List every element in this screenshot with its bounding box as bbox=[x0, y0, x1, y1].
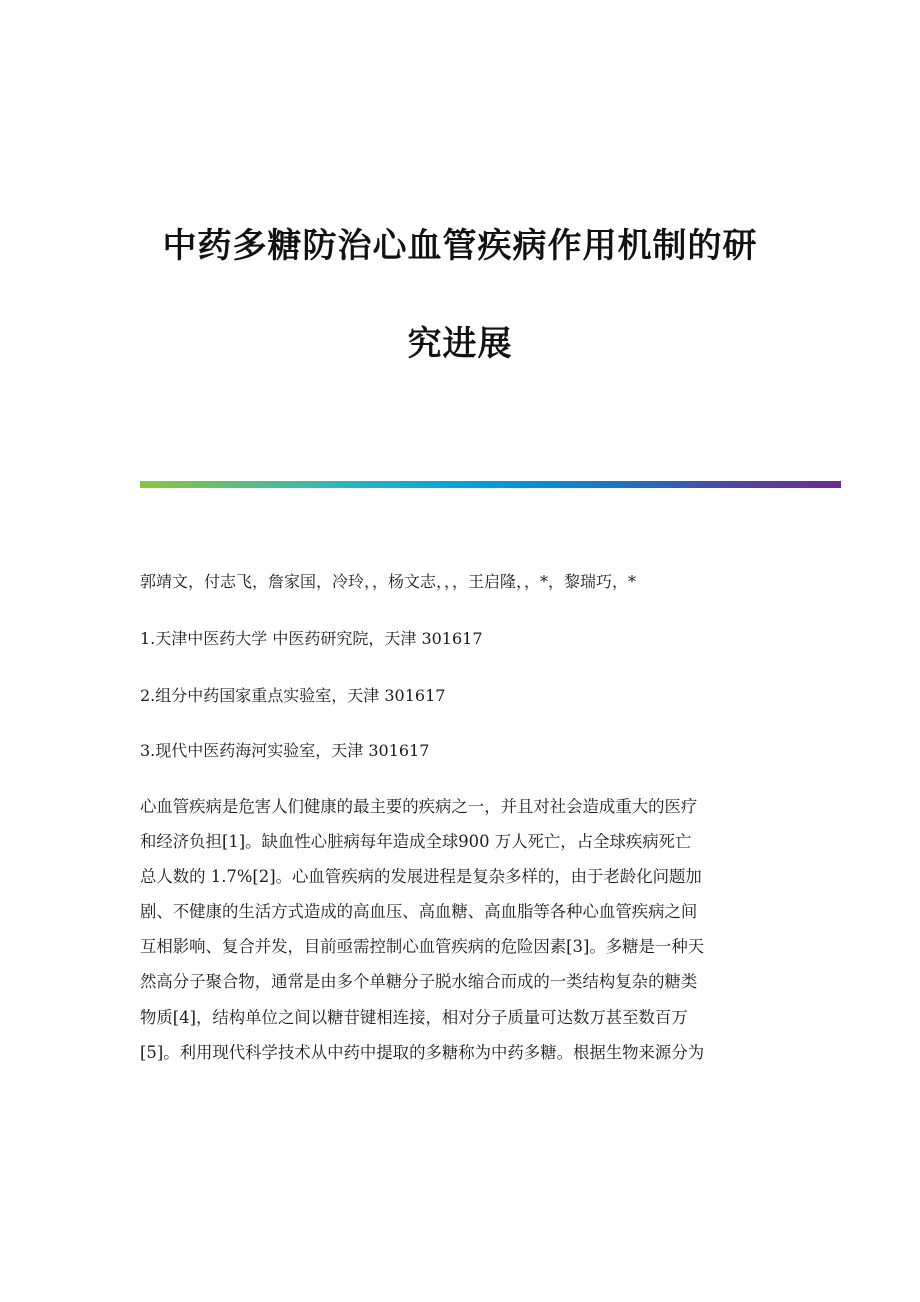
affiliation-3: 3.现代中医药海河实验室，天津 301617 bbox=[140, 741, 430, 760]
gradient-divider bbox=[140, 481, 841, 488]
body-paragraph bbox=[140, 789, 800, 1070]
body-line: 总人数的 1.7%[2]。心血管疾病的发展进程是复杂多样的，由于老龄化问题加 bbox=[140, 867, 702, 887]
affiliation-1: 1.天津中医药大学 中医药研究院，天津 301617 bbox=[140, 629, 483, 648]
body-line: 和经济负担[1]。缺血性心脏病每年造成全球900 万人死亡，占全球疾病死亡 bbox=[140, 832, 692, 852]
paper-title-line-2: 究进展 bbox=[407, 324, 513, 364]
body-line: 互相影响、复合并发，目前亟需控制心血管疾病的危险因素[3]。多糖是一种天 bbox=[140, 937, 705, 957]
body-line: 心血管疾病是危害人们健康的最主要的疾病之一，并且对社会造成重大的医疗 bbox=[140, 797, 698, 816]
affiliation-2: 2.组分中药国家重点实验室，天津 301617 bbox=[140, 686, 446, 705]
paper-title-line-1: 中药多糖防治心血管疾病作用机制的研 bbox=[162, 226, 758, 266]
body-line: 然高分子聚合物，通常是由多个单糖分子脱水缩合而成的一类结构复杂的糖类 bbox=[140, 972, 698, 992]
body-line: 剧、不健康的生活方式造成的高血压、高血糖、高血脂等各种心血管疾病之间 bbox=[140, 902, 698, 922]
body-line: [5]。利用现代科学技术从中药中提取的多糖称为中药多糖。根据生物来源分为 bbox=[140, 1042, 705, 1062]
body-line: 物质[4]，结构单位之间以糖苷键相连接，相对分子质量可达数万甚至数百万 bbox=[140, 1007, 688, 1027]
author-list: 郭靖文，付志飞，詹家国，冷玲，，杨文志，，，王启隆，，*，黎瑞巧，* bbox=[140, 572, 637, 591]
